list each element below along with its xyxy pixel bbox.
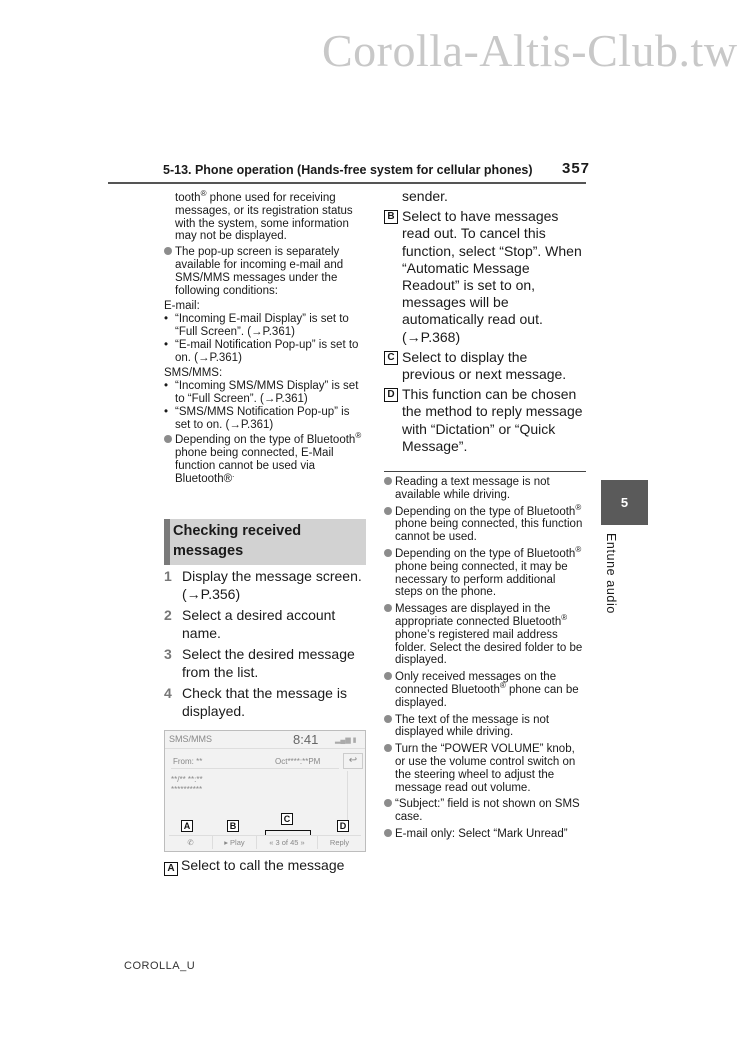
step-item: 1 Display the message screen. (→P.356) <box>164 568 362 602</box>
sms-item: • “Incoming SMS/MMS Display” is set to “Full Screen”. (→P.361) <box>164 380 359 405</box>
bullet-icon <box>384 829 392 837</box>
footer-code: COROLLA_U <box>124 960 196 972</box>
play-button: ▸ Play <box>213 836 257 849</box>
note-item: Reading a text message is not available while driving. <box>384 476 586 502</box>
bullet-icon <box>384 672 392 680</box>
caption-a: A Select to call the message <box>164 857 369 876</box>
back-icon: ↩ <box>343 753 363 769</box>
callout-description-b: B Select to have messages read out. To cancel this function, select “Stop”. When “Automatic Message Readout” is set to on, messages will be automatically read out. (→P.368) <box>384 208 584 346</box>
sms-item: • “SMS/MMS Notification Pop-up” is set to on. (→P.361) <box>164 405 350 431</box>
bullet-icon <box>384 477 392 485</box>
bullet-icon <box>384 744 392 752</box>
note-item: Messages are displayed in the appropriate connected Bluetooth® phone’s registered mail address folder. Select the desired folder to be displayed. <box>384 603 586 667</box>
watermark: Corolla-Altis-Club.tw <box>322 25 738 76</box>
left-column <box>164 189 366 489</box>
email-item: • “Incoming E-mail Display” is set to “Full Screen”. (→P.361) <box>164 313 349 338</box>
note-item: E-mail only: Select “Mark Unread” <box>384 828 586 841</box>
step-item: 4 Check that the message is displayed. <box>164 685 347 719</box>
notes-list <box>384 476 586 845</box>
screen-title: SMS/MMS <box>169 734 213 744</box>
screen-clock: 8:41 <box>293 732 319 747</box>
bullet-icon <box>384 715 392 723</box>
callout-label-b: B <box>227 820 239 832</box>
note-item: Depending on the type of Bluetooth® phone being connected, it may be necessary to perform additional steps on the phone. <box>384 548 586 599</box>
sms-label: SMS/MMS: <box>164 367 223 380</box>
callout-description-c: C Select to display the previous or next message. <box>384 349 584 383</box>
chapter-tab-label: Entune audio <box>604 533 618 614</box>
note-item: “Subject:” field is not shown on SMS case. <box>384 798 586 824</box>
notes-rule <box>384 471 586 472</box>
note-item: Depending on the type of Bluetooth® phone being connected, this function cannot be used. <box>384 506 586 544</box>
screen-message-line: ********** <box>171 785 203 794</box>
callout-bracket <box>265 830 311 835</box>
signal-icon: ▂▄▆ ▮ <box>335 737 357 744</box>
step-item: 2 Select a desired account name. <box>164 607 336 641</box>
note-item: Turn the “POWER VOLUME” knob, or use the volume control switch on the steering wheel to adjust the message read out volume. <box>384 743 586 794</box>
bullet-icon <box>384 507 392 515</box>
bullet-icon <box>384 799 392 807</box>
callout-label-c: C <box>281 813 293 825</box>
step-item: 3 Select the desired message from the list. <box>164 646 355 680</box>
callout-description-d: D This function can be chosen the method to reply message with “Dictation” or “Quick Message”. <box>384 386 584 455</box>
chapter-tab: 5 <box>601 480 648 525</box>
steps-list <box>164 568 366 724</box>
bullet-icon <box>164 435 172 443</box>
call-icon: ✆ <box>169 836 213 849</box>
sender-continuation: sender. <box>402 188 448 204</box>
label-a-box: A <box>164 862 178 876</box>
note-item: The text of the message is not displayed while driving. <box>384 714 586 740</box>
screen-scrollbar <box>347 771 357 827</box>
screen-button-row <box>169 835 361 849</box>
continued-paragraph: tooth® phone used for receiving messages, or its registration status with the system, some information may not be displayed. <box>175 189 353 243</box>
message-pager: « 3 of 45 » <box>257 836 318 849</box>
bullet-icon <box>384 549 392 557</box>
screen-date: Oct****:**PM <box>275 757 321 766</box>
section-heading-bar <box>164 519 170 565</box>
screen-message-line: **/** **:** <box>171 775 203 784</box>
section-heading: Checking received messages <box>173 523 302 559</box>
page-number: 357 <box>562 160 591 177</box>
chapter-header: 5-13. Phone operation (Hands-free system for cellular phones) <box>163 163 533 177</box>
popup-note: The pop-up screen is separately available for incoming e-mail and SMS/MMS messages under the following conditions: <box>164 246 366 297</box>
header-rule <box>108 182 586 184</box>
bullet-icon <box>384 604 392 612</box>
callout-label-a: A <box>181 820 193 832</box>
callout-label-d: D <box>337 820 349 832</box>
right-column <box>384 188 584 458</box>
screen-from: From: ** <box>173 757 203 766</box>
note-item: Only received messages on the connected Bluetooth® phone can be displayed. <box>384 671 586 709</box>
bluetooth-note: Depending on the type of Bluetooth® phone being connected, E-Mail function cannot be used via Bluetooth®. <box>164 434 366 485</box>
email-label: E-mail: <box>164 300 200 313</box>
reply-button: Reply <box>329 838 350 847</box>
bullet-icon <box>164 247 172 255</box>
email-item: • “E-mail Notification Pop-up” is set to on. (→P.361) <box>164 338 359 364</box>
